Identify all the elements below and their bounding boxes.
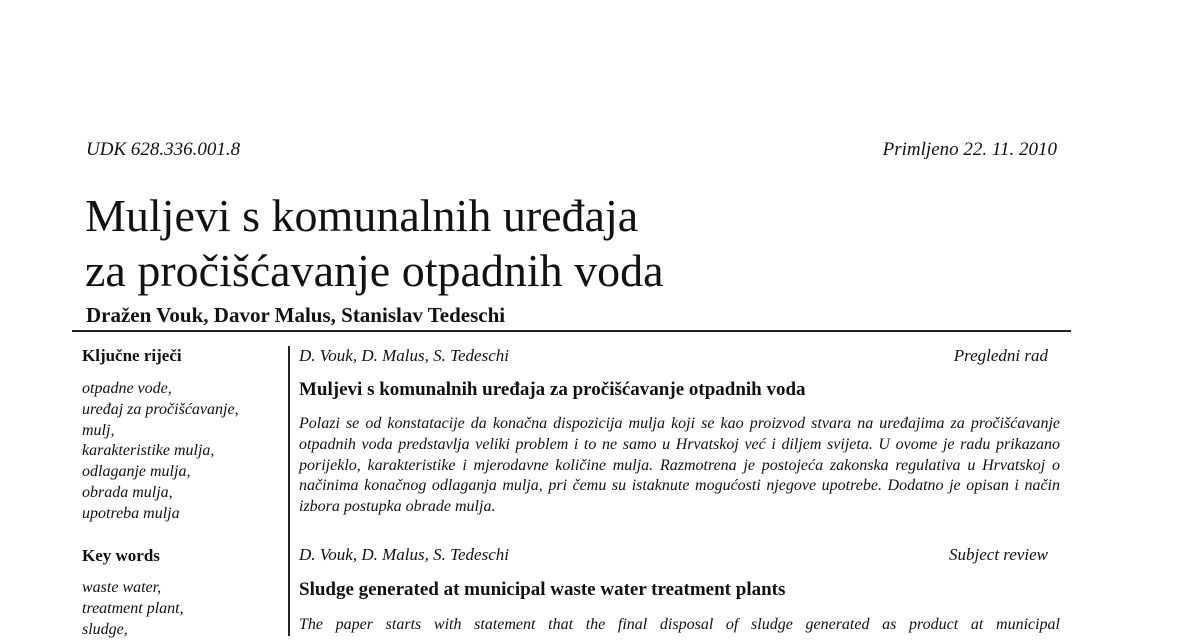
abstract-hr-text: Polazi se od konstatacije da konačna dispozicija mulja koji se kao proizvod stvara na uređajima za pročišćavanje otpadnih voda predstavlja veliki problem i to ne samo u Hrvatskoj već i diljem svijeta. U ovome je radu prikazano porijeklo, karakteristike i mjerodavne količine mulja. Razmotrena je postojeća zakonska regulativa u Hrvatskoj o načinima konačnog odlaganja mulja, pri čemu su istaknute mogućosti njegove upotrebe. Dodatno je opisan i način izbora postupka obrade mulja. bbox=[299, 415, 1060, 516]
keyword-item: otpadne vode, bbox=[82, 380, 172, 397]
abstract-en-type: Subject review bbox=[949, 545, 1048, 564]
paper-title-line-2: za pročišćavanje otpadnih voda bbox=[85, 245, 664, 296]
keyword-item: mulj, bbox=[82, 421, 115, 439]
abstract-hr-title: Muljevi s komunalnih uređaja za pročišćavanje otpadnih voda bbox=[299, 379, 806, 400]
keyword-item: upotreba mulja bbox=[82, 504, 180, 522]
column-divider bbox=[288, 346, 290, 636]
abstract-en-authors: D. Vouk, D. Malus, S. Tedeschi bbox=[299, 545, 509, 564]
abstract-hr-type: Pregledni rad bbox=[953, 346, 1048, 365]
udk-code: UDK 628.336.001.8 bbox=[86, 139, 241, 160]
abstract-en-title: Sludge generated at municipal waste water treatment plants bbox=[299, 579, 786, 600]
horizontal-rule bbox=[72, 330, 1071, 332]
abstract-en-text: The paper starts with statement that the final disposal of sludge generated as product at municipal bbox=[299, 616, 1060, 633]
paper-title bbox=[85, 188, 664, 298]
keyword-item: obrada mulja, bbox=[82, 483, 173, 501]
received-date: Primljeno 22. 11. 2010 bbox=[882, 139, 1057, 160]
keywords-en-heading: Key words bbox=[82, 546, 160, 565]
keywords-hr-heading: Ključne riječi bbox=[82, 346, 182, 365]
keyword-item: karakteristike mulja, bbox=[82, 442, 215, 460]
keywords-hr-list bbox=[82, 379, 239, 525]
author-list: Dražen Vouk, Davor Malus, Stanislav Tedeschi bbox=[86, 303, 506, 327]
keyword-item: waste water, bbox=[82, 579, 162, 596]
keyword-item: treatment plant, bbox=[82, 599, 184, 617]
keyword-item: uređaj za pročišćavanje, bbox=[82, 400, 239, 418]
paper-title-line-1: Muljevi s komunalnih uređaja bbox=[85, 190, 639, 241]
keyword-item: odlaganje mulja, bbox=[82, 463, 191, 481]
keywords-en-list bbox=[82, 578, 184, 640]
abstract-hr-authors: D. Vouk, D. Malus, S. Tedeschi bbox=[299, 346, 509, 365]
keyword-item: sludge, bbox=[82, 620, 128, 638]
